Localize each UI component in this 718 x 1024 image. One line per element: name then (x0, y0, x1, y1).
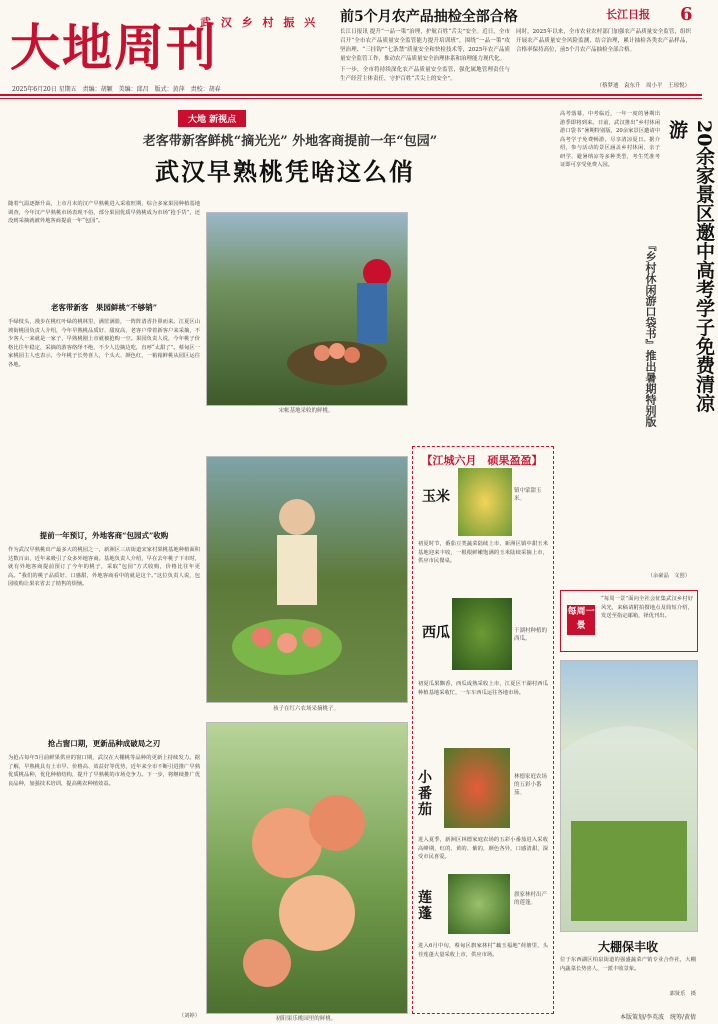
produce-text: 进入夏季，新洲区林德家庭农场的五彩小番茄进入采收高峰期，红的、黄的、紫的，颜色各异，口感清甜，深受市民喜爱。 (418, 837, 548, 860)
produce-text: 进入6月中旬，蔡甸区旗家林村“藕玉福地”荷塘里，头茬莲蓬大量采收上市，供应市场。 (418, 943, 548, 958)
feature-intro: 随着气温逐渐升高，上市月末的汉产早熟桃进入采收旺期，综合多家果园种植基地调查，今年汉产早熟桃市场表现不俗，部分果园优质早熟桃成为市场“抢手货”，还没到采摘就被外地客商提前一年“包园”。 (8, 201, 200, 224)
produce-caption: 镇中蒙甜玉米。 (514, 488, 542, 502)
peach-tree-illustration (207, 723, 407, 1013)
photo-child-picking (206, 456, 408, 703)
right-story-body: 高考落幕，中考临近，一年一度的暑期出游季即将到来。日前，武汉推出“乡村休闲游口袋书”暑期特别版，20余家景区邀请中高考学子免费畅游，尽享清凉夏日。据介绍，参与活动的景区涵盖乡村休闲、亲子研学、避暑纳凉等多种类型，考生凭准考证即可享受免费入园。 (560, 111, 660, 168)
bottom-right-title: 大棚保丰收 (597, 940, 658, 954)
photo-peach-harvest (206, 212, 408, 406)
feature-subhead: 老客带新客鲜桃“摘光光” 外地客商提前一年“包园” (142, 134, 438, 149)
produce-caption: 旗家林村出产的莲蓬。 (514, 892, 548, 906)
greenhouse-illustration (561, 661, 697, 931)
section-tag: 大地 新视点 (178, 110, 246, 127)
page-footer: 本版策划/李英波 统筹/黄倩 (619, 1014, 696, 1021)
top-story-col-1: 长江日报讯 提升“一品一策”治理，护航百姓“舌尖”安全。近日，全市召开“全市农产品质量安全监管能力提升培训班”，围绕“一品一策”攻坚治理、“三挂钩”“七条禁”质量安全和快检技术等，2025年农产品质量安全监管工作，推动农产品质量安全治理体系和治理能力现代化。 (340, 29, 510, 62)
section-heading: 提前一年预订，外地客商“包园式”收购 (39, 531, 169, 540)
right-story-headline: 20余家景区邀中高考学子免费清凉游 (666, 120, 715, 413)
corn-photo (458, 468, 512, 536)
bottom-right-byline: 郭贤乐 摄 (669, 991, 696, 997)
tomato-photo (444, 748, 510, 828)
photo-caption: 宋帐基地采收的鲜桃。 (278, 408, 334, 414)
produce-name: 莲蓬 (418, 890, 432, 922)
box-title: 【江城六月 硕果盈盈】 (421, 454, 543, 467)
watermelon-photo (452, 598, 512, 670)
paper-logo: 长江日报 (606, 8, 650, 21)
weekly-scene-box (560, 590, 698, 652)
feature-body-3: 为抢占每年5月前鲜果供应的窗口期，武汉在大棚桃等品种的更新上持续发力。据了解，早熟桃具有上市早、价格高、效益好等优势，近年来全市不断引进推广早熟优质桃品种，优化种植结构，提升了早熟桃的市场竞争力。下一步，将继续推广优良品种，加强技术培训，提高桃农种植效益。 (8, 755, 200, 787)
produce-caption: 干湖村种植的西瓜。 (514, 628, 548, 642)
bottom-right-text: 位于东西湖区柏泉街道的强盛蔬菜产销专业合作社，大棚内蔬菜长势喜人，一派丰收景象。 (560, 957, 696, 972)
produce-name: 西瓜 (422, 625, 450, 641)
photo-peaches-tree (206, 722, 408, 1014)
column-name: 武 汉 乡 村 振 兴 (200, 16, 319, 29)
top-story-col-2: 同时，2025年以来，全市农业农村部门加强农产品质量安全监管，组织开展农产品质量安全风险监测，结合治理，累计抽检各类农产品样品，合格率保持高位，前5个月农产品抽检全部合格。 (516, 29, 691, 53)
weekly-scene-label: 每周一景 (567, 605, 595, 635)
produce-text: 初夏瓜果飘香，西瓜成熟采收上市，江夏区干湖村西瓜种植基地采收忙，一车车西瓜运往各地市场。 (418, 681, 548, 696)
child-illustration (207, 457, 407, 702)
section-heading: 抢占窗口期，更新品种成破局之刃 (47, 739, 161, 748)
feature-body-2: 作为武汉早熟桃出产最多大的桃园之一，新洲区三店街道宋家村果桃基地种植面积达数百亩，近年来吸引了众多外地客商。基地负责人介绍，早在去年桃子下市时，就有外地客商提前预订了今年的桃子，采取“包园”方式收购，价格比往年更高。“我们的桃子品质好、口感甜，外地客商看中的就是这个。”这位负责人说，包园收购让果农省去了销售的烦恼。 (8, 547, 200, 587)
right-story-byline: （余豪晶 文创） (647, 573, 690, 579)
produce-caption: 林德家庭农场的五彩小番茄。 (514, 774, 548, 796)
produce-text: 初夏时节，番茄豆类蔬菜陆续上市，新洲区镇中甜玉米基地迎来丰收，一根根鲜嫩饱满的玉米陆续采摘上市，供应市民餐桌。 (418, 541, 548, 564)
photo-greenhouse (560, 660, 698, 932)
section-title: 大地周刊 (10, 18, 218, 77)
photo-caption: 孩子在红六农场采摘桃子。 (272, 706, 339, 712)
produce-name: 玉米 (422, 489, 450, 505)
page-number: 6 (680, 4, 693, 25)
masthead (0, 0, 702, 92)
divider (0, 94, 702, 96)
feature-byline: （刘婷） (178, 1013, 200, 1019)
lotus-photo (448, 874, 510, 934)
divider (0, 98, 702, 99)
feature-headline: 武汉早熟桃凭啥这么俏 (155, 157, 415, 186)
right-story-tag: 『乡村休闲游口袋书』推出暑期特别版 (644, 240, 657, 427)
top-story-byline: （蔡梦迪 袁东升 周小平 王琼悦） (596, 83, 690, 89)
produce-name: 小番茄 (418, 770, 432, 818)
peach-basket-illustration (207, 213, 407, 405)
section-heading: 老客带新客 果园鲜桃“不够销” (50, 303, 158, 312)
photo-caption: 初阳果乐桃园里的鲜桃。 (275, 1016, 337, 1022)
top-story-col-3: 下一步，全市将持续深化农产品质量安全监管，强化属地管理责任与生产经营主体责任，守护百姓“舌尖上的安全”。 (340, 67, 510, 82)
top-story-headline: 前5个月农产品抽检全部合格 (340, 9, 518, 25)
feature-body-1: 手绿枝头，漫步在桃红叶绿的桃林里，满筐满篮，一阵阵清香扑鼻而来。江夏区山坡街桃园负责人介绍，今年早熟桃品质好、甜度高，老客户带着新客户来采摘，不少客人一来就是一家子，早熟桃刚上市就被抢购一空。果园负责人说，今年桃子价格比往年稳定，采摘的游客络绎不绝，不少人边摘边吃，直呼“太甜了”。蔡甸区一家桃园主人也表示，今年桃子长势喜人，个头大、颜色红，一箱箱鲜桃从园区运往各地。 (8, 319, 200, 368)
issue-meta: 2025年6月20日 星期五 责编：胡颖 美编：邱昌 版式：黄萍 责校：胡春 (12, 86, 221, 93)
weekly-scene-text: “每周一景”面向全社会征集武汉乡村好风光，来稿请附拍摄地点及简短介绍，发送至指定邮箱，择优刊出。 (601, 596, 693, 619)
